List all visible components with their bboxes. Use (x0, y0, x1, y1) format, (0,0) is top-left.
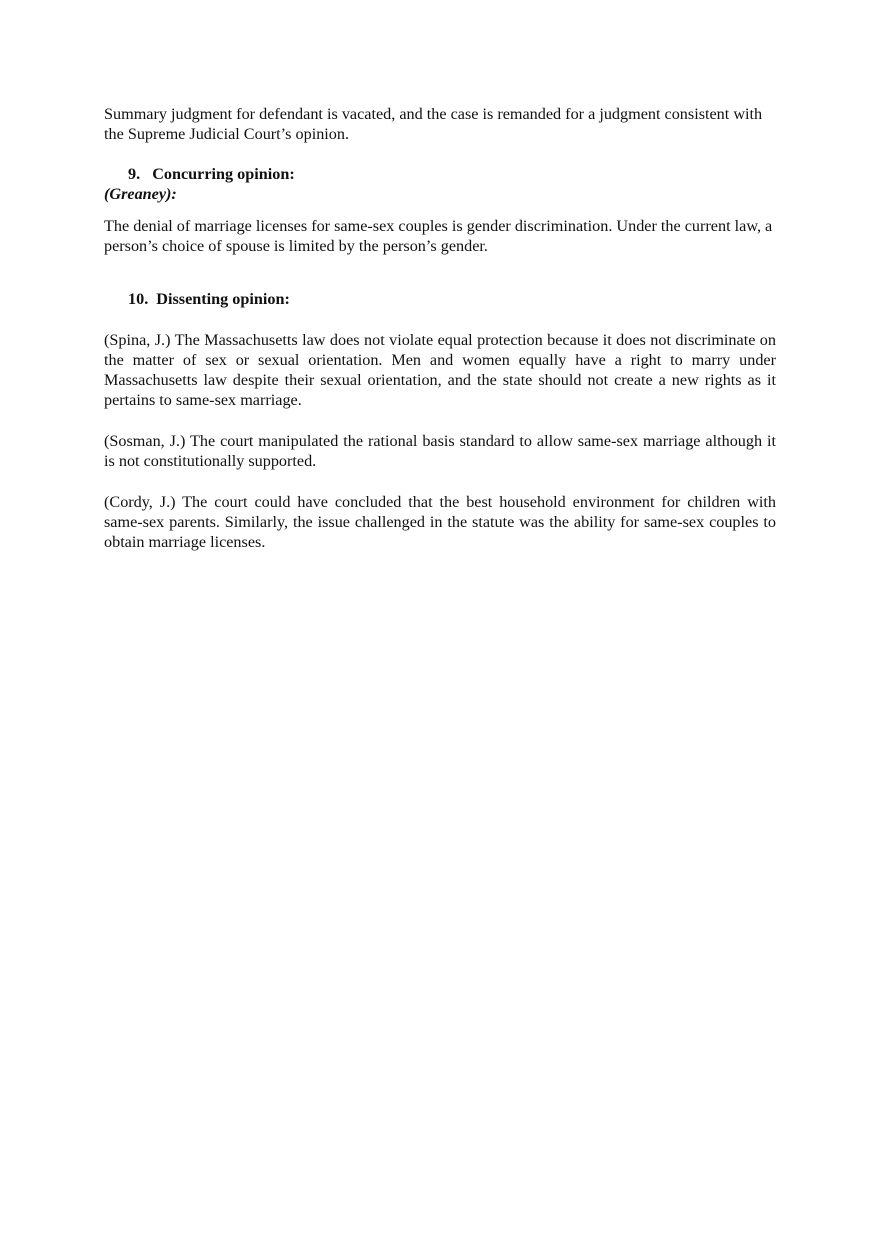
section-10-title: Dissenting opinion: (156, 290, 290, 308)
section-9-body-text: The denial of marriage licenses for same-sex couples is gender discrimination. Under the current law, a person’s choice of spouse is limited by the person’s gender. (104, 217, 773, 255)
section-9-heading (128, 164, 528, 184)
section-9-body (104, 216, 776, 256)
section-10-number: 10. (128, 290, 149, 308)
dissent-cordy-text: (Cordy, J.) The court could have concluded that the best household environment for children with same-sex parents. Similarly, the issue challenged in the statute was the ability for same-sex couples to obtain marriage licenses. (104, 493, 776, 551)
section-10-heading (128, 289, 528, 309)
summary-text: Summary judgment for defendant is vacated, and the case is remanded for a judgment consistent with the Supreme Judicial Court’s opinion. (104, 105, 763, 143)
section-9-author (104, 184, 776, 204)
section-9-number: 9. (128, 165, 141, 183)
dissent-sosman-text: (Sosman, J.) The court manipulated the rational basis standard to allow same-sex marriage although it is not constitutionally supported. (104, 432, 776, 470)
summary-paragraph (104, 104, 776, 144)
dissent-sosman (104, 431, 776, 471)
section-9-title: Concurring opinion: (152, 165, 295, 183)
section-9-author-text: (Greaney): (104, 185, 177, 203)
dissent-cordy (104, 492, 776, 552)
dissent-spina (104, 330, 776, 410)
dissent-spina-text: (Spina, J.) The Massachusetts law does not violate equal protection because it does not discriminate on the matter of sex or sexual orientation. Men and women equally have a right to marry under Massachusetts law despite their sexual orientation, and the state should not create a new rights as it pertains to same-sex marriage. (104, 331, 776, 409)
